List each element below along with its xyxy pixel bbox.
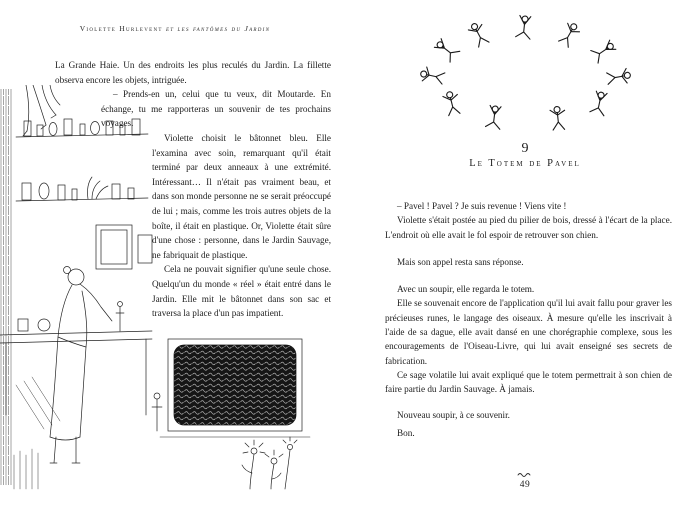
right-page-text (385, 199, 672, 440)
paragraph: La Grande Haie. Un des endroits les plus reculés du Jardin. La fillette observa encore les objets, intriguée. (55, 60, 331, 85)
chapter-number: 9 (521, 141, 529, 156)
page-ornament (517, 471, 533, 478)
paragraph: Violette s'était postée au pied du pilier de bois, dressé à l'écart de la place. L'endroit où elle avait le fol espoir de retrouver son chien. (385, 215, 672, 240)
paragraph: Violette choisit le bâtonnet bleu. Elle l'examina avec soin, remarquant qu'il était terminé par deux anneaux à une extrémité. Intéressant… Il n'était pas vraiment beau, et dans son monde personne ne se serait préoccupé de lui ; mais, comme les trois autres objets de la boîte, il était en plastique. Or, Violette était sûre d'une chose : personne, dans le Jardin Sauvage, ne fabriquait de plastique. (152, 132, 331, 260)
paragraph: Nouveau soupir, à ce souvenir. (397, 409, 510, 420)
dance-circle-illustration (375, 14, 675, 139)
page-number: 49 (519, 480, 531, 490)
running-header (0, 24, 350, 33)
page-footer (350, 471, 700, 490)
paragraph: Avec un soupir, elle regarda le totem. (397, 284, 535, 295)
chapter-title: Le Totem de Pavel (469, 158, 581, 169)
fire-screen-weave (174, 345, 296, 425)
paragraph: Bon. (397, 427, 415, 438)
page-edge-hatch (0, 89, 13, 485)
paragraph: Cela ne pouvait signifier qu'une seule chose. Quelqu'un du monde « réel » était entré dans le Jardin. Elle mit le bâtonnet dans son sac et traversa la place d'un pas impatient. (152, 264, 331, 319)
paragraph: Mais son appel resta sans réponse. (397, 256, 524, 267)
running-header-title: Violette Hurlevent (79, 24, 163, 33)
right-page (350, 0, 700, 508)
paragraph: Elle se souvenait encore de l'application qu'il lui avait fallu pour graver les précieuses runes, le langage des oiseaux. À mesure qu'elle les inscrivait à l'aide de sa dague, elle avait dansé en une chorégraphie complexe, sous les encouragements de l'Oiseau-Livre, qui lui avait enseigné ses secrets de fabrication. (385, 298, 672, 366)
paragraph: – Pavel ! Pavel ? Je suis revenue ! Viens vite ! (397, 201, 567, 211)
paragraph: – Prends-en un, celui que tu veux, dit Moutarde. En échange, tu me rapporteras un souvenir de tes prochains voyages. (101, 89, 331, 129)
running-header-subtitle: et les fantômes du Jardin (165, 24, 271, 33)
paragraph: Ce sage volatile lui avait expliqué que le totem permettrait à son chien de faire partie du Jardin Sauvage. À jamais. (385, 369, 672, 395)
left-page-text (55, 58, 331, 321)
